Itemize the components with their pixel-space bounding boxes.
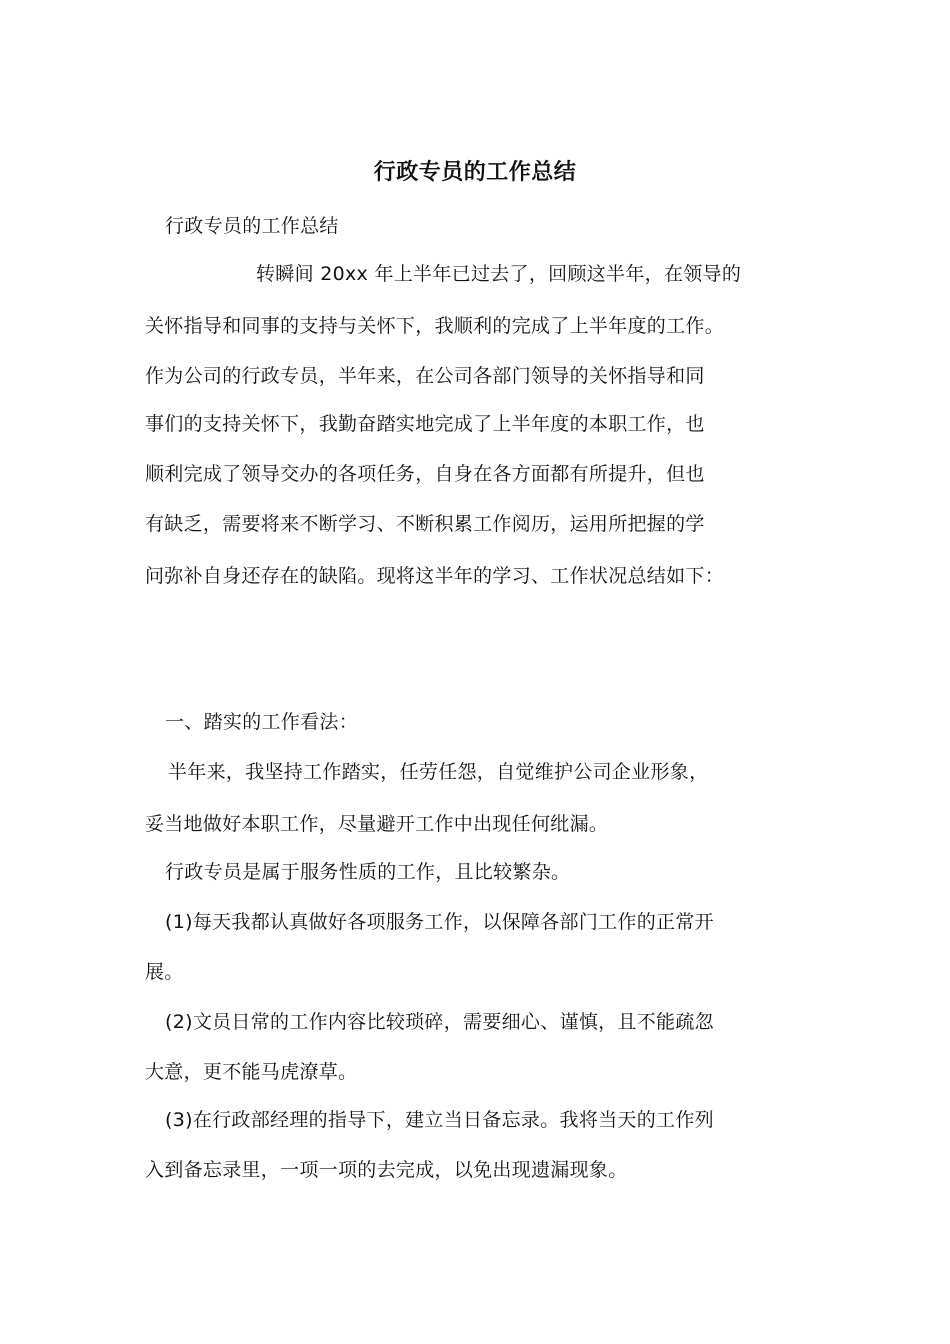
- section-line: 妥当地做好本职工作，尽量避开工作中出现任何纰漏。: [145, 813, 609, 835]
- section-line: 半年来，我坚持工作踏实，任劳任怨，自觉维护公司企业形象，: [168, 761, 709, 783]
- section-line: (2)文员日常的工作内容比较琐碎，需要细心、谨慎，且不能疏忽: [165, 1011, 714, 1033]
- intro-line: 关怀指导和同事的支持与关怀下，我顺利的完成了上半年度的工作。: [145, 315, 725, 337]
- section-line: 展。: [145, 961, 184, 983]
- section-line: 大意，更不能马虎潦草。: [145, 1061, 358, 1083]
- intro-line: 问弥补自身还存在的缺陷。现将这半年的学习、工作状况总结如下：: [145, 565, 725, 587]
- section-line: 入到备忘录里，一项一项的去完成，以免出现遗漏现象。: [145, 1159, 628, 1181]
- section-heading: 一、踏实的工作看法：: [165, 711, 359, 733]
- section-line: (3)在行政部经理的指导下，建立当日备忘录。我将当天的工作列: [165, 1109, 714, 1131]
- intro-line: 作为公司的行政专员，半年来，在公司各部门领导的关怀指导和同: [145, 365, 705, 387]
- intro-line: 转瞬间 20xx 年上半年已过去了，回顾这半年，在领导的: [256, 263, 742, 285]
- intro-line: 事们的支持关怀下，我勤奋踏实地完成了上半年度的本职工作，也: [145, 413, 705, 435]
- section-line: (1)每天我都认真做好各项服务工作，以保障各部门工作的正常开: [165, 911, 714, 933]
- page-title: 行政专员的工作总结: [373, 160, 577, 185]
- intro-line: 有缺乏，需要将来不断学习、不断积累工作阅历，运用所把握的学: [145, 513, 705, 535]
- document-subtitle: 行政专员的工作总结: [165, 215, 339, 237]
- section-line: 行政专员是属于服务性质的工作，且比较繁杂。: [165, 861, 571, 883]
- intro-line: 顺利完成了领导交办的各项任务，自身在各方面都有所提升，但也: [145, 463, 705, 485]
